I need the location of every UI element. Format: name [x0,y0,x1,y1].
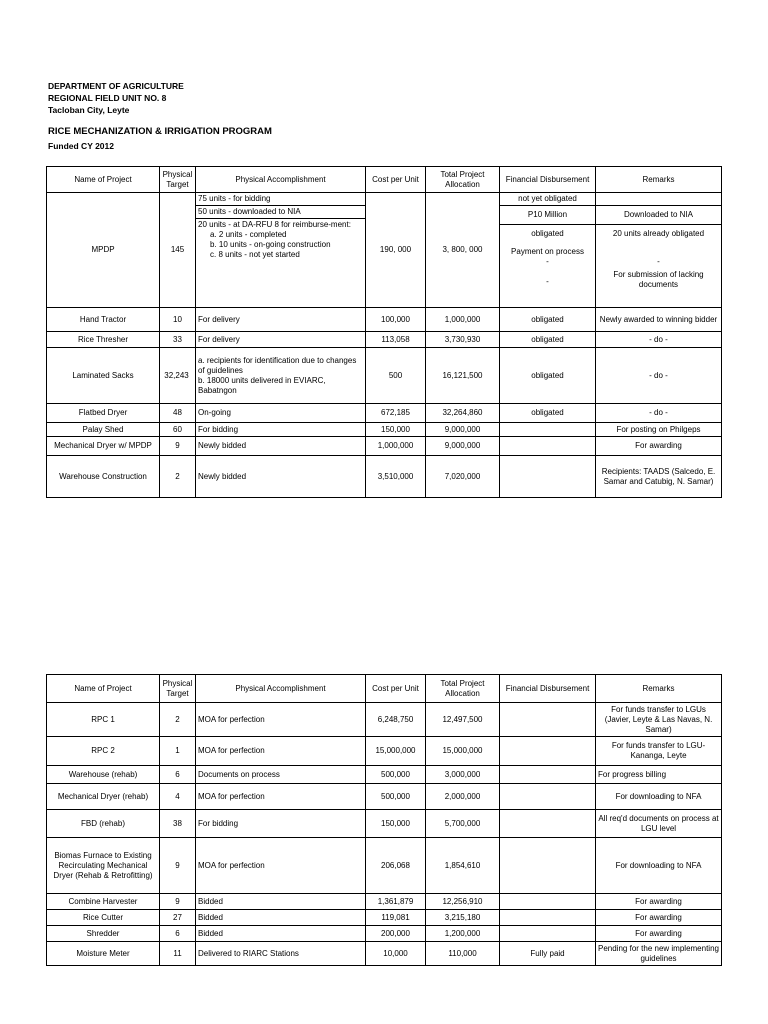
project-name: MPDP [47,193,160,308]
col-header-remarks: Remarks [596,675,722,703]
physical-target: 4 [160,784,196,810]
unit-name: REGIONAL FIELD UNIT NO. 8 [48,93,167,103]
physical-target: 48 [160,404,196,423]
physical-target: 38 [160,810,196,838]
col-header-cost: Cost per Unit [366,675,426,703]
physical-accomplishment: Delivered to RIARC Stations [196,942,366,966]
project-name: Warehouse (rehab) [47,766,160,784]
cost-per-unit: 500,000 [366,784,426,810]
financial-disbursement: obligated [500,308,596,332]
total-allocation: 12,256,910 [426,894,500,910]
accomplishment-line: 75 units - for bidding [196,193,365,206]
total-allocation: 5,700,000 [426,810,500,838]
table-row [47,308,722,332]
table-row [47,703,722,737]
financial-disbursement [500,910,596,926]
remarks: - do - [596,332,722,348]
physical-target: 1 [160,737,196,766]
physical-accomplishment: Newly bidded [196,456,366,498]
cost-per-unit: 190, 000 [366,193,426,308]
cost-per-unit: 1,000,000 [366,437,426,456]
table-row [47,404,722,423]
physical-target: 27 [160,910,196,926]
table-header-row [47,675,722,703]
physical-target: 145 [160,193,196,308]
total-allocation: 3,000,000 [426,766,500,784]
project-name: Shredder [47,926,160,942]
financial-line: - [546,277,549,286]
remarks: For funds transfer to LGU-Kananga, Leyte [596,737,722,766]
financial-disbursement [500,784,596,810]
physical-target: 9 [160,894,196,910]
project-name: Warehouse Construction [47,456,160,498]
remarks: All req'd documents on process at LGU level [596,810,722,838]
financial-disbursement [500,737,596,766]
location: Tacloban City, Leyte [48,105,130,115]
accomplishment-block [196,219,365,261]
table-row [47,437,722,456]
physical-accomplishment: On-going [196,404,366,423]
cost-per-unit: 500,000 [366,766,426,784]
remarks: For posting on Philgeps [596,423,722,437]
cost-per-unit: 672,185 [366,404,426,423]
physical-target: 11 [160,942,196,966]
col-header-target: Physical Target [160,675,196,703]
cost-per-unit: 150,000 [366,810,426,838]
project-name: Moisture Meter [47,942,160,966]
physical-accomplishment: MOA for perfection [196,838,366,894]
financial-line: Payment on process [511,247,584,256]
cost-per-unit: 206,068 [366,838,426,894]
col-header-accomplishment: Physical Accomplishment [196,675,366,703]
financial-disbursement [500,894,596,910]
cost-per-unit: 500 [366,348,426,404]
remarks: For downloading to NFA [596,838,722,894]
table-row [47,332,722,348]
remarks-line: 20 units already obligated [612,229,705,238]
physical-accomplishment: Newly bidded [196,437,366,456]
col-header-name: Name of Project [47,675,160,703]
physical-target: 60 [160,423,196,437]
total-allocation: 3, 800, 000 [426,193,500,308]
table-row [47,838,722,894]
financial-disbursement [500,926,596,942]
cost-per-unit: 200,000 [366,926,426,942]
physical-accomplishment: Documents on process [196,766,366,784]
total-allocation: 1,000,000 [426,308,500,332]
physical-accomplishment: For delivery [196,308,366,332]
total-allocation: 1,200,000 [426,926,500,942]
financial-disbursement: Fully paid [500,942,596,966]
financial-disbursement [500,810,596,838]
physical-accomplishment: Bidded [196,910,366,926]
table-row [47,910,722,926]
project-name: Mechanical Dryer (rehab) [47,784,160,810]
cost-per-unit: 119,081 [366,910,426,926]
total-allocation: 32,264,860 [426,404,500,423]
financial-disbursement: obligated [500,332,596,348]
total-allocation: 3,215,180 [426,910,500,926]
financial-disbursement [500,423,596,437]
project-name: Rice Thresher [47,332,160,348]
financial-line: P10 Million [500,206,595,225]
physical-accomplishment: MOA for perfection [196,784,366,810]
cost-per-unit: 10,000 [366,942,426,966]
physical-target: 2 [160,703,196,737]
physical-accomplishment: a. recipients for identification due to changes of guidelines b. 18000 units delivered in EVIARC, Babatngon [196,348,366,404]
project-name: Combine Harvester [47,894,160,910]
total-allocation: 12,497,500 [426,703,500,737]
remarks-line [596,193,721,206]
total-allocation: 9,000,000 [426,423,500,437]
physical-target: 6 [160,926,196,942]
cost-per-unit: 6,248,750 [366,703,426,737]
financial-disbursement [500,838,596,894]
project-name: RPC 2 [47,737,160,766]
remarks: Recipients: TAADS (Salcedo, E. Samar and Catubig, N. Samar) [596,456,722,498]
physical-accomplishment: For delivery [196,332,366,348]
physical-accomplishment [196,193,366,308]
physical-target: 9 [160,437,196,456]
remarks: Pending for the new implementing guidelines [596,942,722,966]
remarks: For awarding [596,926,722,942]
col-header-total: Total Project Allocation [426,675,500,703]
total-allocation: 3,730,930 [426,332,500,348]
remarks: Newly awarded to winning bidder [596,308,722,332]
total-allocation: 110,000 [426,942,500,966]
physical-target: 32,243 [160,348,196,404]
total-allocation: 2,000,000 [426,784,500,810]
project-name: Palay Shed [47,423,160,437]
total-allocation: 16,121,500 [426,348,500,404]
financial-disbursement [500,456,596,498]
financial-disbursement [500,437,596,456]
project-name: RPC 1 [47,703,160,737]
physical-accomplishment: MOA for perfection [196,703,366,737]
accomplishment-subline: b. 10 units - on-going construction [210,240,331,249]
physical-target: 33 [160,332,196,348]
remarks: For downloading to NFA [596,784,722,810]
col-header-remarks: Remarks [596,167,722,193]
remarks: For awarding [596,894,722,910]
remarks: For awarding [596,910,722,926]
table-row [47,810,722,838]
project-name: Laminated Sacks [47,348,160,404]
accomplishment-line: 20 units - at DA-RFU 8 for reimburse-ment: [198,220,351,229]
project-name: Hand Tractor [47,308,160,332]
remarks: For progress billing [596,766,722,784]
physical-accomplishment: Bidded [196,926,366,942]
cost-per-unit: 3,510,000 [366,456,426,498]
project-name: FBD (rehab) [47,810,160,838]
physical-accomplishment: MOA for perfection [196,737,366,766]
col-header-financial: Financial Disbursement [500,167,596,193]
project-name: Biomas Furnace to Existing Recirculating Mechanical Dryer (Rehab & Retrofitting) [47,838,160,894]
table-row [47,766,722,784]
accomplishment-subline: c. 8 units - not yet started [210,250,300,259]
col-header-total: Total Project Allocation [426,167,500,193]
table-header-row [47,167,722,193]
cost-per-unit: 150,000 [366,423,426,437]
table-row [47,193,722,308]
remarks: - do - [596,348,722,404]
col-header-financial: Financial Disbursement [500,675,596,703]
financial-line: not yet obligated [500,193,595,206]
financial-line: obligated [531,229,564,238]
remarks-line: - [657,257,660,266]
physical-accomplishment: For bidding [196,810,366,838]
agency-name: DEPARTMENT OF AGRICULTURE [48,81,184,91]
table-row [47,348,722,404]
physical-target: 9 [160,838,196,894]
project-name: Flatbed Dryer [47,404,160,423]
financial-disbursement: obligated [500,404,596,423]
cost-per-unit: 113,058 [366,332,426,348]
table-row [47,423,722,437]
accomplishment-subline: a. 2 units - completed [210,230,287,239]
project-name: Rice Cutter [47,910,160,926]
funded-year: Funded CY 2012 [48,141,114,151]
col-header-target: Physical Target [160,167,196,193]
financial-disbursement [500,703,596,737]
financial-disbursement [500,193,596,308]
table-row [47,737,722,766]
total-allocation: 9,000,000 [426,437,500,456]
remarks: For awarding [596,437,722,456]
cost-per-unit: 100,000 [366,308,426,332]
financial-disbursement: obligated [500,348,596,404]
total-allocation: 15,000,000 [426,737,500,766]
remarks-line: For submission of lacking documents [613,270,704,289]
program-title: RICE MECHANIZATION & IRRIGATION PROGRAM [48,126,272,137]
document-header [48,80,184,116]
physical-accomplishment: For bidding [196,423,366,437]
remarks-line: Downloaded to NIA [596,206,721,225]
table-row [47,926,722,942]
remarks: - do - [596,404,722,423]
cost-per-unit: 1,361,879 [366,894,426,910]
project-name: Mechanical Dryer w/ MPDP [47,437,160,456]
table-row [47,942,722,966]
physical-target: 2 [160,456,196,498]
accomplishment-line: 50 units - downloaded to NIA [196,206,365,219]
financial-line: - [546,257,549,266]
table-row [47,456,722,498]
cost-per-unit: 15,000,000 [366,737,426,766]
projects-table-1 [46,166,722,498]
table-row [47,894,722,910]
remarks: For funds transfer to LGUs (Javier, Leyte & Las Navas, N. Samar) [596,703,722,737]
physical-target: 10 [160,308,196,332]
total-allocation: 7,020,000 [426,456,500,498]
physical-target: 6 [160,766,196,784]
physical-accomplishment: Bidded [196,894,366,910]
financial-disbursement [500,766,596,784]
table-row [47,784,722,810]
col-header-name: Name of Project [47,167,160,193]
col-header-cost: Cost per Unit [366,167,426,193]
col-header-accomplishment: Physical Accomplishment [196,167,366,193]
remarks [596,193,722,308]
total-allocation: 1,854,610 [426,838,500,894]
projects-table-2 [46,674,722,966]
